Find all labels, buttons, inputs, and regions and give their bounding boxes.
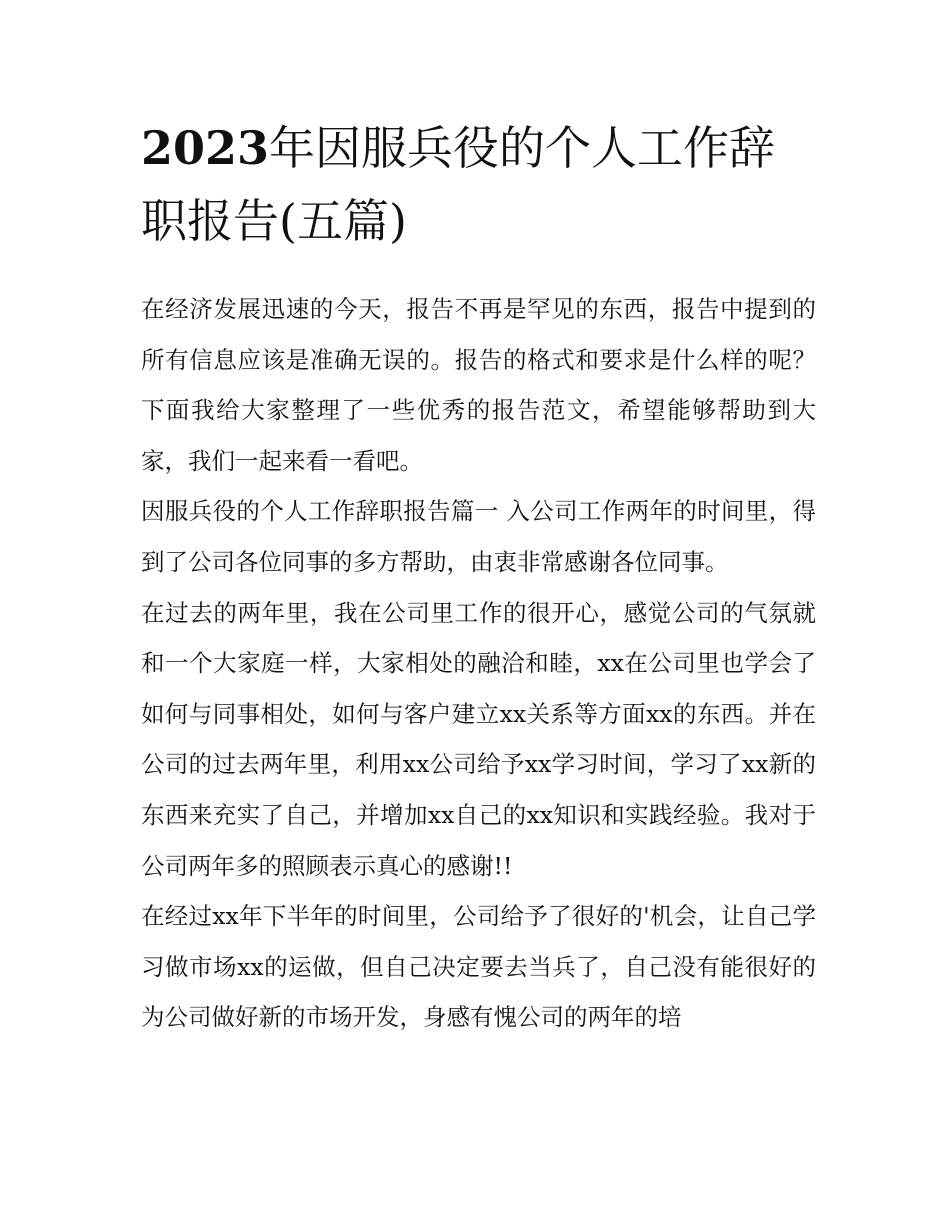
body-paragraph-continued: 在经过xx年下半年的时间里，公司给予了很好的'机会，让自己学习做市场xx的运做，但自己决定要去当兵了，自己没有能很好的为公司做好新的市场开发，身感有愧公司的两年的培 bbox=[141, 902, 816, 1032]
intro-paragraph: 在经济发展迅速的今天，报告不再是罕见的东西，报告中提到的所有信息应该是准确无误的。报告的格式和要求是什么样的呢？下面我给大家整理了一些优秀的报告范文，希望能够帮助到大家，我们一起来看一看吧。 bbox=[141, 295, 816, 475]
document-body bbox=[141, 112, 816, 1043]
title-year: 2023 bbox=[141, 121, 270, 175]
section-one-paragraph: 因服兵役的个人工作辞职报告篇一 入公司工作两年的时间里，得到了公司各位同事的多方帮助，由衷非常感谢各位同事。 bbox=[141, 497, 816, 576]
document-title bbox=[141, 112, 816, 258]
body-paragraph: 在过去的两年里，我在公司里工作的很开心，感觉公司的气氛就和一个大家庭一样，大家相处的融洽和睦，xx在公司里也学会了如何与同事相处，如何与客户建立xx关系等方面xx的东西。并在公司的过去两年里，利用xx公司给予xx学习时间，学习了xx新的东西来充实了自己，并增加xx自己的xx知识和实践经验。我对于公司两年多的照顾表示真心的感谢!! bbox=[141, 598, 816, 880]
title-text: 年因服兵役的个人工作辞职报告(五篇) bbox=[141, 121, 776, 248]
